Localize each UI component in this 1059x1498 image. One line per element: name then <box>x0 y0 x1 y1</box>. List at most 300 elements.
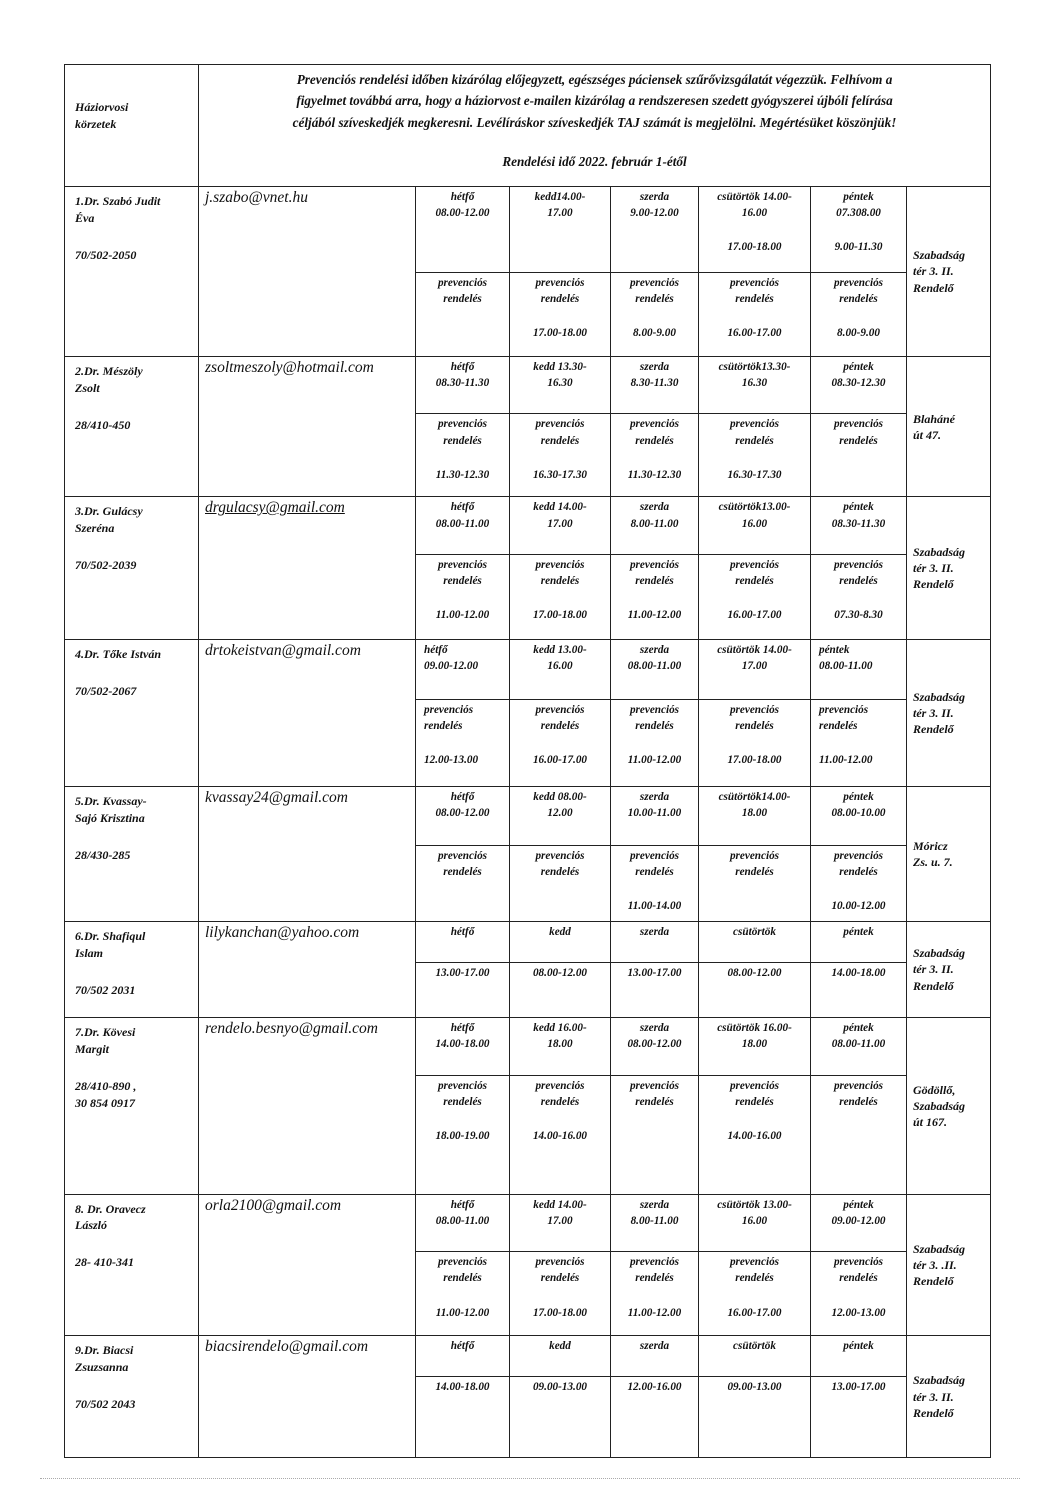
spacer <box>614 821 695 839</box>
day-hours-cell <box>611 357 699 414</box>
office-location <box>907 187 991 357</box>
prevention-label-2: rendelés <box>443 866 482 879</box>
day-name: szerda <box>639 790 670 803</box>
day-name: szerda <box>639 501 670 514</box>
prevention-label-1: prevenciós <box>729 703 780 716</box>
day-hours: 07.308.00 <box>836 207 881 220</box>
doctor-name-line-2: László <box>75 1218 108 1233</box>
spacer <box>814 449 903 467</box>
day-hours: 08.30-11.30 <box>831 517 886 530</box>
prevention-hours: 17.00-18.00 <box>532 1306 588 1319</box>
day-hours-cell <box>510 921 611 962</box>
prevention-label-2: rendelés <box>443 1095 482 1108</box>
day-hours: 08.30-12.30 <box>831 377 886 390</box>
prevention-label-2: rendelés <box>635 575 674 588</box>
doctor-email[interactable]: orla2100@gmail.com <box>199 1194 416 1335</box>
prevention-label-2: rendelés <box>819 720 858 733</box>
day-hours: 08.00-12.00 <box>435 207 490 220</box>
prevention-cell <box>811 963 907 1018</box>
day-name: péntek <box>819 643 850 656</box>
day-hours: 12.00 <box>547 807 573 820</box>
doctor-phone-line-2: 30 854 0917 <box>75 1095 135 1110</box>
spacer <box>614 1229 695 1247</box>
day-name: hétfő <box>450 1022 475 1035</box>
day-hours-cell <box>510 1336 611 1377</box>
day-name: csütörtök14.00- <box>718 790 791 803</box>
office-line-1: Szabadság <box>913 689 966 704</box>
day-name: szerda <box>639 925 670 938</box>
doctor-email[interactable]: biacsirendelo@gmail.com <box>199 1336 416 1458</box>
prevention-hours: 17.00-18.00 <box>532 327 588 340</box>
office-location <box>907 497 991 639</box>
prevention-label-1: prevenciós <box>535 558 585 571</box>
spacer <box>702 821 807 839</box>
doctor-name-line-2: Szeréna <box>75 521 115 536</box>
prevention-hours: 16.30-17.30 <box>532 468 588 481</box>
spacer <box>419 981 506 999</box>
doctor-name-line-1: 7.Dr. Kövesi <box>75 1025 136 1040</box>
prevention-label-2: rendelés <box>540 1272 580 1285</box>
spacer <box>819 674 903 692</box>
doctor-phone <box>75 847 194 864</box>
doctor-phone-line-1: 28/410-890 , <box>75 1078 137 1093</box>
spacer <box>814 1287 903 1305</box>
prevention-cell <box>611 963 699 1018</box>
day-name: szerda <box>639 191 670 203</box>
doctor-row-top <box>65 1194 991 1251</box>
office-line-2: tér 3. II. <box>913 561 954 576</box>
doctor-row-top <box>65 639 991 699</box>
doctor-phone <box>75 417 194 434</box>
prevention-cell <box>510 1252 611 1336</box>
prevention-cell <box>510 554 611 639</box>
day-hours-cell <box>416 1336 510 1377</box>
prevention-cell <box>611 273 699 357</box>
office-line-2: tér 3. II. <box>913 962 954 977</box>
spacer <box>702 981 807 999</box>
prevention-cell <box>811 273 907 357</box>
day-name: kedd <box>549 925 571 938</box>
doctor-name-line-1: 2.Dr. Mészöly <box>75 364 143 378</box>
spacer <box>513 391 607 409</box>
doctor-phone <box>75 557 194 574</box>
prevention-label-2: rendelés <box>424 720 463 733</box>
day-name: péntek <box>843 1022 874 1035</box>
doctor-name-line-1: 5.Dr. Kvassay- <box>75 793 147 808</box>
doctor-name <box>75 503 194 537</box>
spacer <box>513 821 607 839</box>
day-hours-cell <box>510 1018 611 1075</box>
prevention-cell <box>510 414 611 497</box>
day-hours-cell <box>611 497 699 554</box>
spacer <box>513 734 607 752</box>
prevention-hours: 14.00-16.00 <box>532 1130 588 1143</box>
day-hours-cell <box>811 187 907 273</box>
spacer <box>614 981 695 999</box>
prevention-label-1: prevenciós <box>437 1256 488 1269</box>
office-line-2: Szabadság <box>913 1098 966 1113</box>
day-name: hétfő <box>450 1198 475 1211</box>
doctor-email[interactable]: lilykanchan@yahoo.com <box>199 921 416 1017</box>
schedule-title: Rendelési idő 2022. február 1-étől <box>502 154 687 170</box>
prevention-cell <box>416 1252 510 1336</box>
spacer <box>513 221 607 239</box>
doctor-row-top <box>65 187 991 273</box>
doctor-info-cell <box>65 1336 199 1458</box>
day-hours-cell <box>416 497 510 554</box>
prevention-hours: 8.00-9.00 <box>837 327 880 340</box>
day-hours-cell <box>811 1194 907 1251</box>
spacer <box>702 1229 807 1247</box>
day-name: csütörtök 16.00- <box>717 1022 792 1035</box>
spacer <box>702 221 807 239</box>
day-name: kedd 16.00- <box>533 1022 587 1035</box>
day-name: szerda <box>639 361 670 373</box>
spacer <box>614 221 695 239</box>
prevention-label-2: rendelés <box>735 575 774 588</box>
prevention-cell <box>811 845 907 921</box>
doctor-phone <box>75 982 194 999</box>
spacer <box>814 981 903 999</box>
spacer <box>513 1110 607 1128</box>
prevention-cell <box>699 1377 811 1458</box>
doctor-email[interactable]: kvassay24@gmail.com <box>199 786 416 921</box>
spacer <box>419 821 506 839</box>
spacer <box>814 1053 903 1071</box>
doctor-name <box>75 793 194 827</box>
office-location <box>907 921 991 1017</box>
day-hours: 08.00-11.00 <box>819 660 873 673</box>
doctor-name-line-2: Sajó Krisztina <box>75 810 145 825</box>
spacer <box>814 391 903 409</box>
office-line-3: Rendelő <box>913 722 954 737</box>
spacer <box>419 449 506 467</box>
office-line-1: Szabadság <box>913 248 966 263</box>
doctor-phone-line-1: 28/430-285 <box>75 847 131 862</box>
office-line-1: Szabadság <box>913 1241 966 1256</box>
prevention-hours: 11.00-12.00 <box>435 609 490 622</box>
prevention-hours: 11.00-12.00 <box>627 1306 682 1319</box>
prevention-hours: 17.00-18.00 <box>727 754 782 767</box>
prevention-label-2: rendelés <box>540 293 580 306</box>
day-hours: 08.00-11.00 <box>435 517 490 530</box>
spacer <box>614 1396 695 1414</box>
prevention-label-1: 08.00-12.00 <box>532 967 588 980</box>
doctor-name-line-1: 4.Dr. Tőke István <box>75 646 162 661</box>
doctor-phone-line-1: 70/502-2039 <box>75 558 137 573</box>
day-hours-cell <box>811 1018 907 1075</box>
prevention-cell <box>811 554 907 639</box>
day-name: kedd 14.00- <box>533 1198 587 1211</box>
day-hours: 17.00 <box>741 660 768 673</box>
day-name: csütörtök 13.00- <box>717 1198 792 1211</box>
spacer <box>513 880 607 898</box>
day-hours-cell <box>811 497 907 554</box>
day-hours: 17.00 <box>547 207 573 220</box>
doctor-email[interactable]: rendelo.besnyo@gmail.com <box>199 1018 416 1194</box>
prevention-hours: 8.00-9.00 <box>633 327 676 340</box>
day-hours: 16.00 <box>741 207 768 220</box>
prevention-label-1: prevenciós <box>437 849 488 862</box>
doctor-name-line-2: Islam <box>75 945 104 960</box>
prevention-label-2: rendelés <box>735 434 774 447</box>
prevention-cell <box>416 1377 510 1458</box>
day-name: péntek <box>843 361 874 373</box>
prevention-hours: 11.00-12.00 <box>627 754 682 767</box>
prevention-label-2: rendelés <box>839 434 878 447</box>
prevention-cell <box>416 1075 510 1194</box>
day-hours: 18.00 <box>741 1038 768 1051</box>
day-hours-cell <box>611 786 699 845</box>
doctor-phone-line-1: 70/502-2050 <box>75 247 137 262</box>
doctor-name <box>75 193 194 227</box>
day-hours: 09.00-12.00 <box>831 1214 886 1227</box>
day-hours-cell <box>510 639 611 699</box>
doctor-email[interactable]: drtokeistvan@gmail.com <box>199 639 416 786</box>
day-hours: 8.30-11.30 <box>630 377 679 390</box>
prevention-cell <box>699 1075 811 1194</box>
prevention-label-1: 08.00-12.00 <box>727 967 782 980</box>
day-hours: 08.00-10.00 <box>831 807 886 820</box>
prevention-label-2: rendelés <box>839 1095 878 1108</box>
spacer <box>513 940 607 958</box>
day-hours-cell <box>611 1194 699 1251</box>
day-hours: 17.00 <box>547 1214 573 1227</box>
office-line-3: Rendelő <box>913 1273 954 1288</box>
spacer <box>419 1229 506 1247</box>
prevention-hours: 11.00-12.00 <box>819 754 873 767</box>
office-line-3: út 167. <box>913 1115 948 1129</box>
prevention-label-2: rendelés <box>443 1272 482 1285</box>
day-name: hétfő <box>450 501 475 514</box>
prevention-label-2: rendelés <box>540 1095 580 1108</box>
doctor-info-cell <box>65 1194 199 1335</box>
prevention-cell <box>416 273 510 357</box>
spacer <box>513 1053 607 1071</box>
prevention-label-2: rendelés <box>635 434 674 447</box>
prevention-cell <box>611 554 699 639</box>
doctor-name-line-2: Zsolt <box>75 380 100 395</box>
footer-dotted-line <box>40 1478 1020 1479</box>
day-hours-cell <box>699 639 811 699</box>
spacer <box>419 589 506 607</box>
prevention-label-2: rendelés <box>443 575 482 588</box>
prevention-label-1: 14.00-18.00 <box>435 1381 490 1394</box>
spacer <box>513 1287 607 1305</box>
office-line-2: út 47. <box>913 427 942 442</box>
spacer <box>814 1396 903 1414</box>
doctor-phone-line-1: 70/502 2031 <box>75 982 136 997</box>
spacer <box>702 1287 807 1305</box>
prevention-label-2: rendelés <box>635 1272 674 1285</box>
doctor-email[interactable]: j.szabo@vnet.hu <box>199 187 416 357</box>
prevention-label-2: rendelés <box>540 866 580 879</box>
day-name: péntek <box>843 191 874 203</box>
prevention-label-1: prevenciós <box>833 1079 884 1092</box>
prevention-label-1: 13.00-17.00 <box>831 1381 886 1394</box>
day-hours-cell <box>510 1194 611 1251</box>
day-hours-cell <box>811 786 907 845</box>
prevention-label-1: prevenciós <box>629 703 680 716</box>
day-name: csütörtök13.00- <box>718 501 791 514</box>
office-line-1: Szabadság <box>913 946 966 961</box>
spacer <box>419 1396 506 1414</box>
spacer <box>513 532 607 550</box>
doctor-phone-line-1: 70/502-2067 <box>75 683 137 698</box>
prevention-hours: 12.00-13.00 <box>424 754 479 767</box>
spacer <box>614 589 695 607</box>
prevention-label-1: prevenciós <box>729 277 780 289</box>
spacer <box>702 391 807 409</box>
prevention-label-1: 13.00-17.00 <box>435 967 490 980</box>
prevention-cell <box>699 963 811 1018</box>
spacer <box>814 1110 903 1128</box>
day-hours: 08.00-11.00 <box>627 660 682 673</box>
day-name: kedd 14.00- <box>533 501 587 514</box>
spacer <box>702 940 807 958</box>
doctor-name-line-1: 8. Dr. Oravecz <box>75 1201 146 1216</box>
day-name: csütörtök 14.00- <box>717 643 792 656</box>
prevention-cell <box>811 699 907 786</box>
prevention-cell <box>611 845 699 921</box>
prevention-cell <box>811 1252 907 1336</box>
prevention-hours: 16.00-17.00 <box>532 754 588 767</box>
day-name: szerda <box>639 1340 670 1353</box>
prevention-label-2: rendelés <box>839 866 878 879</box>
prevention-cell <box>510 963 611 1018</box>
doctor-name-line-1: 1.Dr. Szabó Judit <box>75 194 161 208</box>
day-hours: 16.30 <box>547 377 573 390</box>
notice-line-1: Prevenciós rendelési időben kizárólag előjegyzett, egészséges páciensek szűrővizsgálatát végezzük. Felhívom a <box>296 72 893 87</box>
spacer <box>614 1110 695 1128</box>
prevention-cell <box>416 414 510 497</box>
spacer <box>814 821 903 839</box>
spacer <box>614 532 695 550</box>
spacer <box>702 1053 807 1071</box>
day-name: kedd 13.00- <box>533 643 587 656</box>
spacer <box>614 1053 695 1071</box>
day-name: csütörtök 14.00- <box>717 191 792 203</box>
office-line-1: Szabadság <box>913 1373 966 1388</box>
prevention-hours: 11.00-14.00 <box>627 900 682 913</box>
day-hours-cell <box>699 1336 811 1377</box>
prevention-label-2: rendelés <box>635 720 674 733</box>
prevention-label-1: prevenciós <box>729 849 780 862</box>
day-name: szerda <box>639 643 670 656</box>
doctor-row-top <box>65 357 991 414</box>
day-hours-cell <box>811 639 907 699</box>
prevention-cell <box>416 963 510 1018</box>
prevention-cell <box>811 1075 907 1194</box>
prevention-label-1: prevenciós <box>424 703 474 716</box>
office-line-2: Zs. u. 7. <box>913 854 953 869</box>
doctor-info-cell <box>65 187 199 357</box>
day-hours: 16.00 <box>741 517 768 530</box>
prevention-hours: 12.00-13.00 <box>831 1306 886 1319</box>
prevention-label-1: prevenciós <box>729 1079 780 1092</box>
prevention-label-1: prevenciós <box>729 1256 780 1269</box>
doctor-email[interactable]: zsoltmeszoly@hotmail.com <box>199 357 416 497</box>
day-name: kedd 13.30- <box>533 361 587 373</box>
prevention-hours: 11.00-12.00 <box>627 609 682 622</box>
day-name: kedd14.00- <box>534 191 586 203</box>
prevention-cell <box>699 554 811 639</box>
prevention-label-2: rendelés <box>839 1272 878 1285</box>
day-name: csütörtök13.30- <box>718 361 791 373</box>
prevention-label-2: rendelés <box>839 293 878 306</box>
prevention-label-2: rendelés <box>540 720 580 733</box>
prevention-label-1: prevenciós <box>535 277 585 289</box>
prevention-cell <box>416 699 510 786</box>
prevention-label-1: prevenciós <box>437 418 488 431</box>
prevention-label-1: prevenciós <box>437 1079 488 1092</box>
prevention-cell <box>699 273 811 357</box>
spacer <box>614 391 695 409</box>
day-hours: 16.30 <box>741 377 768 390</box>
prevention-label-1: prevenciós <box>629 558 680 571</box>
day-name: péntek <box>843 925 874 938</box>
prevention-hours: 16.00-17.00 <box>727 327 782 340</box>
notice-line-3: céljából szíveskedjék megkeresni. Levélíráskor szíveskedjék TAJ számát is megjelölni. Megértésüket köszönjük! <box>292 114 897 130</box>
spacer <box>614 449 695 467</box>
prevention-cell <box>611 414 699 497</box>
prevention-cell <box>416 554 510 639</box>
day-name: péntek <box>843 790 874 803</box>
day-name: csütörtök <box>733 1340 776 1353</box>
doctor-name <box>75 928 194 962</box>
prevention-hours: 14.00-16.00 <box>727 1130 782 1143</box>
day-hours: 08.00-12.00 <box>627 1038 682 1051</box>
prevention-label-1: 09.00-13.00 <box>727 1381 782 1394</box>
prevention-label-2: rendelés <box>635 293 674 306</box>
prevention-label-1: prevenciós <box>535 703 585 716</box>
office-location <box>907 1336 991 1458</box>
prevention-label-1: prevenciós <box>629 849 680 862</box>
spacer <box>419 880 506 898</box>
spacer <box>419 221 506 239</box>
doctor-name-line-2: Margit <box>75 1041 110 1056</box>
spacer <box>424 674 506 692</box>
spacer <box>702 1110 807 1128</box>
prevention-cell <box>510 1377 611 1458</box>
doctor-email[interactable]: drgulacsy@gmail.com <box>199 497 416 639</box>
day-hours-cell <box>510 497 611 554</box>
prevention-label-1: prevenciós <box>833 849 884 862</box>
header-notice-cell <box>199 65 991 187</box>
spacer <box>814 880 903 898</box>
prevention-label-1: 14.00-18.00 <box>831 967 886 980</box>
prevention-label-1: prevenciós <box>535 1256 585 1269</box>
day-hours: 17.00 <box>547 517 573 530</box>
spacer <box>614 734 695 752</box>
day-hours: 08.00-11.00 <box>831 1038 886 1051</box>
day-name: hétfő <box>424 643 448 656</box>
office-location <box>907 1018 991 1194</box>
spacer <box>702 734 807 752</box>
doctor-phone <box>75 247 194 264</box>
spacer <box>614 1287 695 1305</box>
doctor-phone-line-1: 28/410-450 <box>75 417 131 432</box>
prevention-label-2: rendelés <box>443 434 482 447</box>
day-name: péntek <box>843 501 874 514</box>
doctor-info-cell <box>65 357 199 497</box>
prevention-label-1: prevenciós <box>819 703 869 716</box>
day-hours-cell <box>699 187 811 273</box>
day-hours-cell <box>811 357 907 414</box>
prevention-label-1: 13.00-17.00 <box>627 967 682 980</box>
spacer <box>513 1354 607 1372</box>
doctor-info-cell <box>65 921 199 1017</box>
